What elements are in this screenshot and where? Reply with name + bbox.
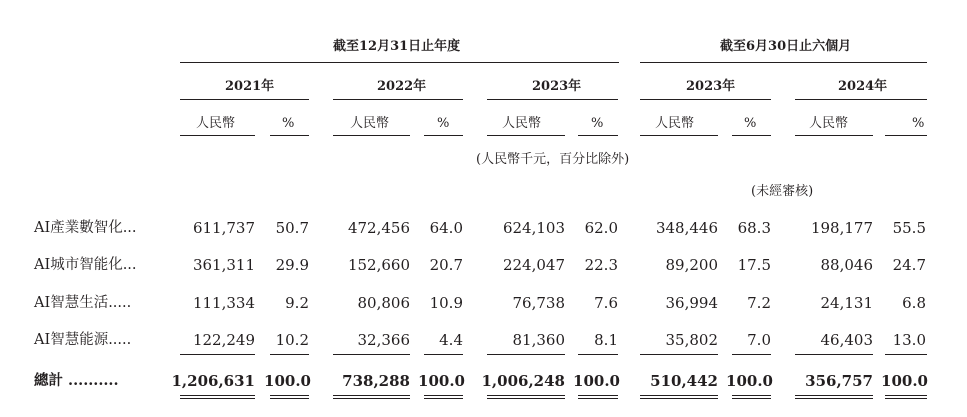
subtotal-rule [487, 354, 565, 355]
total-double-rule [732, 395, 771, 396]
subtotal-rule [270, 354, 309, 355]
col-header-pct: % [437, 116, 450, 131]
col-header-pct: % [591, 116, 604, 131]
total-double-rule [885, 398, 927, 399]
cell-value: 50.7 [275, 219, 309, 237]
row-label: AI智慧能源..... [34, 332, 132, 348]
total-value: 100.0 [573, 372, 620, 390]
total-value: 738,288 [342, 372, 410, 390]
total-double-rule [640, 398, 718, 399]
total-value: 510,442 [650, 372, 718, 390]
col-header-rmb: 人民幣 [196, 116, 236, 131]
year-header: 2021年 [225, 79, 275, 94]
total-double-rule [180, 395, 255, 396]
cell-value: 22.3 [584, 256, 618, 274]
cell-value: 20.7 [429, 256, 463, 274]
cell-value: 32,366 [357, 331, 410, 349]
cell-value: 89,200 [665, 256, 718, 274]
total-double-rule [578, 398, 618, 399]
cell-value: 611,737 [192, 219, 255, 237]
cell-value: 624,103 [502, 219, 565, 237]
year-header: 2024年 [838, 79, 888, 94]
cell-value: 472,456 [347, 219, 410, 237]
year-underline [640, 99, 771, 100]
col-header-rmb: 人民幣 [350, 116, 390, 131]
total-double-rule [885, 395, 927, 396]
col-header-rmb: 人民幣 [655, 116, 695, 131]
subtotal-rule [333, 354, 410, 355]
unit-note: (人民幣千元，百分比除外) [476, 152, 630, 167]
year-underline [180, 99, 309, 100]
col-underline [795, 135, 873, 136]
cell-value: 62.0 [584, 219, 618, 237]
cell-value: 64.0 [429, 219, 463, 237]
year-underline [333, 99, 463, 100]
total-double-rule [424, 398, 463, 399]
total-double-rule [180, 398, 255, 399]
year-underline [795, 99, 927, 100]
year-underline [487, 99, 618, 100]
total-value: 1,006,248 [481, 372, 565, 390]
total-double-rule [333, 398, 410, 399]
cell-value: 224,047 [502, 256, 565, 274]
period-header-year-end: 截至12月31日止年度 [333, 39, 461, 54]
col-underline [885, 135, 927, 136]
col-underline [270, 135, 309, 136]
cell-value: 122,249 [192, 331, 255, 349]
cell-value: 81,360 [512, 331, 565, 349]
cell-value: 10.2 [275, 331, 309, 349]
cell-value: 88,046 [820, 256, 873, 274]
subtotal-rule [578, 354, 618, 355]
cell-value: 24,131 [820, 294, 873, 312]
year-header: 2023年 [686, 79, 736, 94]
total-double-rule [270, 398, 309, 399]
row-label: AI智慧生活..... [34, 295, 132, 311]
col-underline [640, 135, 718, 136]
total-double-rule [640, 395, 718, 396]
cell-value: 152,660 [347, 256, 410, 274]
cell-value: 35,802 [665, 331, 718, 349]
cell-value: 348,446 [655, 219, 718, 237]
cell-value: 7.0 [747, 331, 771, 349]
total-double-rule [487, 395, 565, 396]
year-header: 2023年 [532, 79, 582, 94]
col-header-pct: % [744, 116, 757, 131]
total-double-rule [732, 398, 771, 399]
total-double-rule [270, 395, 309, 396]
cell-value: 55.5 [892, 219, 926, 237]
cell-value: 36,994 [665, 294, 718, 312]
unaudited-note: (未經審核) [751, 184, 814, 199]
period-header-six-months: 截至6月30日止六個月 [720, 39, 852, 54]
cell-value: 17.5 [737, 256, 771, 274]
cell-value: 4.4 [439, 331, 463, 349]
cell-value: 29.9 [275, 256, 309, 274]
period-underline-six-months [640, 62, 927, 63]
col-header-rmb: 人民幣 [809, 116, 849, 131]
col-underline [487, 135, 565, 136]
cell-value: 80,806 [357, 294, 410, 312]
cell-value: 24.7 [892, 256, 926, 274]
cell-value: 111,334 [192, 294, 255, 312]
total-value: 100.0 [881, 372, 928, 390]
row-label: AI產業數智化... [34, 220, 137, 236]
cell-value: 13.0 [892, 331, 926, 349]
total-label: 總計 .......... [34, 372, 119, 389]
col-header-rmb: 人民幣 [502, 116, 542, 131]
total-double-rule [424, 395, 463, 396]
total-value: 100.0 [264, 372, 311, 390]
subtotal-rule [885, 354, 927, 355]
cell-value: 6.8 [902, 294, 926, 312]
cell-value: 76,738 [512, 294, 565, 312]
col-underline [732, 135, 771, 136]
cell-value: 68.3 [737, 219, 771, 237]
total-double-rule [795, 398, 873, 399]
total-double-rule [578, 395, 618, 396]
total-double-rule [487, 398, 565, 399]
col-underline [578, 135, 618, 136]
subtotal-rule [180, 354, 255, 355]
subtotal-rule [424, 354, 463, 355]
total-value: 356,757 [805, 372, 873, 390]
total-double-rule [333, 395, 410, 396]
subtotal-rule [795, 354, 873, 355]
subtotal-rule [640, 354, 718, 355]
cell-value: 8.1 [594, 331, 618, 349]
col-header-pct: % [282, 116, 295, 131]
cell-value: 7.6 [594, 294, 618, 312]
total-value: 100.0 [418, 372, 465, 390]
total-double-rule [795, 395, 873, 396]
col-underline [333, 135, 410, 136]
total-value: 1,206,631 [171, 372, 255, 390]
row-label: AI城市智能化... [34, 257, 137, 273]
cell-value: 7.2 [747, 294, 771, 312]
col-underline [424, 135, 463, 136]
cell-value: 361,311 [192, 256, 255, 274]
cell-value: 9.2 [285, 294, 309, 312]
total-value: 100.0 [726, 372, 773, 390]
year-header: 2022年 [377, 79, 427, 94]
period-underline-year-end [180, 62, 619, 63]
cell-value: 198,177 [810, 219, 873, 237]
col-underline [180, 135, 255, 136]
subtotal-rule [732, 354, 771, 355]
cell-value: 10.9 [429, 294, 463, 312]
col-header-pct: % [912, 116, 925, 131]
cell-value: 46,403 [820, 331, 873, 349]
